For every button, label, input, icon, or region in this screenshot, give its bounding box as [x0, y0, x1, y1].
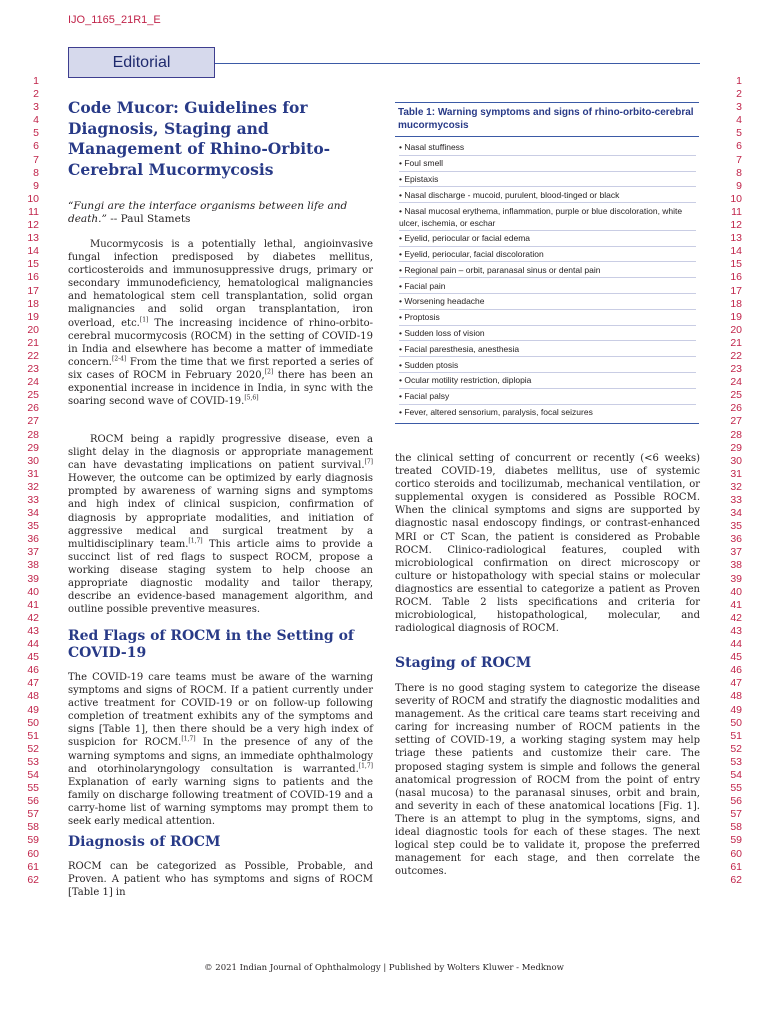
line-number: 11 — [28, 205, 39, 218]
line-number: 30 — [730, 454, 742, 467]
line-number: 58 — [730, 821, 742, 834]
line-number: 25 — [27, 389, 39, 402]
line-number: 60 — [27, 847, 39, 860]
table-1-item: • Facial paresthesia, anesthesia — [399, 341, 696, 357]
line-number: 34 — [730, 507, 742, 520]
line-number: 51 — [730, 729, 742, 742]
line-number: 43 — [27, 624, 39, 637]
line-number: 49 — [27, 703, 39, 716]
line-number: 62 — [27, 873, 39, 886]
line-number: 59 — [27, 834, 39, 847]
line-numbers-right — [728, 75, 742, 887]
line-number: 56 — [730, 795, 742, 808]
table-1-item: • Epistaxis — [399, 172, 696, 188]
table-1-item: • Sudden ptosis — [399, 357, 696, 373]
line-number: 42 — [730, 611, 742, 624]
line-number: 30 — [27, 454, 39, 467]
line-number: 40 — [730, 585, 742, 598]
line-number: 22 — [730, 349, 742, 362]
line-numbers-left — [25, 75, 39, 887]
line-number: 4 — [736, 114, 742, 127]
line-number: 31 — [27, 467, 39, 480]
line-number: 33 — [27, 494, 39, 506]
red-flags-heading: Red Flags of ROCM in the Setting of COVID-19 — [68, 628, 354, 661]
staging-paragraph: There is no good staging system to categorize the disease severity of ROCM and stratify the diagnostic modalities and management. As the critical care teams start receiving and caring for increasing number of ROCM patients in the setting of COVID-19, a working staging system may help triage these patients and customize their care. The proposed staging system is simple and follows the general anatomical progression of ROCM from the point of entry (nasal mucosa) to the paranasal sinuses, orbit and brain, and severity in each of these anatomical locations [Fig. 1]. There is an attempt to plug in the symptoms, signs, and ideal diagnostic tools for each of these stages. The next logical step could be to validate it, propose the preferred management for each stage, and then correlate the outcomes. — [395, 683, 700, 878]
epigraph — [68, 200, 373, 227]
line-number: 45 — [730, 651, 742, 664]
line-number: 29 — [730, 441, 742, 454]
table-1-item: • Ocular motility restriction, diplopia — [399, 373, 696, 389]
line-number: 10 — [27, 192, 39, 205]
line-number: 9 — [33, 179, 39, 192]
line-number: 5 — [33, 127, 39, 140]
line-number: 47 — [27, 677, 39, 690]
table-1-item: • Eyelid, periocular or facial edema — [399, 231, 696, 247]
citation: [7] — [364, 458, 373, 466]
line-number: 47 — [730, 677, 742, 690]
line-number: 37 — [730, 546, 742, 559]
line-number: 36 — [730, 533, 742, 546]
intro-paragraph-1: Mucormycosis is a potentially lethal, angioinvasive fungal infection predisposed by diabetes mellitus, corticosteroids and immunosuppressive drugs, primary or secondary immunodeficiency, hematological malignancies and hematological stem cell transplantation, solid organ malignancies and solid organ transplantation, iron overload, etc.[1] The increasing incidence of rhino-orbito-cerebral mucormycosis (ROCM) in the setting of COVID-19 in India and elsewhere has become a matter of immediate concern.[2-4] From the time that we first reported a series of six cases of ROCM in February 2020,[2] there has been an exponential increase in incidence in India, in sync with the soaring second wave of COVID-19.[5,6] — [68, 239, 374, 408]
citation: [1,7] — [181, 736, 196, 744]
line-number: 28 — [730, 428, 742, 441]
line-number: 8 — [736, 166, 742, 179]
line-number: 39 — [730, 572, 742, 585]
line-number: 10 — [730, 192, 742, 205]
line-number: 38 — [730, 559, 742, 572]
line-number: 37 — [27, 546, 39, 559]
line-number: 13 — [730, 232, 742, 245]
manuscript-id: IJO_1165_21R1_E — [68, 14, 161, 26]
line-number: 22 — [27, 349, 39, 362]
table-1-item: • Proptosis — [399, 310, 696, 326]
article-title: Code Mucor: Guidelines for Diagnosis, Staging and Management of Rhino-Orbito-Cerebral Mucormycosis — [68, 98, 331, 179]
line-number: 46 — [27, 664, 39, 677]
line-number: 38 — [27, 559, 39, 572]
line-number: 61 — [730, 860, 742, 873]
line-number: 13 — [27, 232, 39, 245]
table-1-item: • Nasal discharge - mucoid, purulent, blood-tinged or black — [399, 187, 696, 203]
page-footer: © 2021 Indian Journal of Ophthalmology | Published by Wolters Kluwer - Medknow — [204, 963, 564, 973]
line-number: 62 — [730, 873, 742, 886]
intro-paragraph-2: ROCM being a rapidly progressive disease, even a slight delay in the diagnosis or appropriate management can have devastating implications on patient survival.[7] However, the outcome can be optimized by early diagnosis prompted by awareness of warning signs and symptoms and high index of clinical suspicion, confirmation of diagnosis by appropriate modalities, and initiation of aggressive medical and surgical treatment by a multidisciplinary team.[1,7] This article aims to provide a succinct list of red flags to suspect ROCM, propose a working disease staging system to help choose an appropriate diagnostic modality and tailor therapy, describe an evidence-based management algorithm, and outline possible preventive measures. — [68, 434, 373, 616]
citation: [2] — [264, 368, 274, 376]
line-number: 6 — [33, 140, 39, 153]
line-number: 53 — [730, 755, 742, 768]
table-1-item: • Sudden loss of vision — [399, 326, 696, 342]
line-number: 33 — [730, 494, 742, 506]
citation: [1,7] — [188, 537, 203, 545]
citation: [1] — [139, 316, 149, 324]
citation: [2-4] — [111, 355, 127, 363]
line-number: 40 — [27, 585, 39, 598]
table-1-item: • Regional pain – orbit, paranasal sinus or dental pain — [399, 262, 696, 278]
red-flags-paragraph: The COVID-19 care teams must be aware of the warning symptoms and signs of ROCM. If a patient currently under active treatment for COVID-19 or on follow-up following completion of treatment exhibits any of the symptoms and signs [Table 1], then there should be a very high index of suspicion for ROCM.[1,7] In the presence of any of the warning symptoms and signs, an immediate ophthalmology and otorhinolaryngology consultation is warranted.[1,7] Explanation of early warning signs to patients and the family on discharge following treatment of COVID-19 and a carry-home list of warning symptoms may prompt them to seek early medical attention. — [68, 672, 373, 828]
line-number: 58 — [27, 821, 39, 834]
table-1-item: • Facial palsy — [399, 389, 696, 405]
line-number: 41 — [730, 598, 742, 611]
line-number: 31 — [730, 467, 742, 480]
line-number: 18 — [730, 297, 742, 310]
line-number: 57 — [27, 808, 39, 821]
line-number: 61 — [27, 860, 39, 873]
line-number: 51 — [27, 729, 39, 742]
line-number: 39 — [27, 572, 39, 585]
table-1-item: • Foul smell — [399, 156, 696, 172]
line-number: 54 — [27, 768, 39, 781]
line-number: 18 — [27, 297, 39, 310]
line-number: 42 — [27, 611, 39, 624]
line-number: 57 — [730, 808, 742, 821]
line-number: 60 — [730, 847, 742, 860]
line-number: 50 — [27, 716, 39, 729]
line-number: 29 — [27, 441, 39, 454]
table-1 — [395, 102, 699, 424]
header-rule — [215, 63, 700, 64]
line-number: 15 — [730, 258, 742, 271]
line-number: 12 — [730, 219, 742, 232]
table-1-item: • Eyelid, periocular, facial discoloration — [399, 247, 696, 263]
line-number: 34 — [27, 507, 39, 520]
line-number: 48 — [730, 690, 742, 703]
line-number: 53 — [27, 755, 39, 768]
line-number: 20 — [730, 323, 742, 336]
table-1-item: • Facial pain — [399, 278, 696, 294]
table-1-item: • Nasal stuffiness — [399, 140, 696, 156]
line-number: 46 — [730, 664, 742, 677]
epigraph-attribution: -- Paul Stamets — [106, 213, 191, 226]
line-number: 45 — [27, 651, 39, 664]
line-number: 15 — [27, 258, 39, 271]
line-number: 43 — [730, 624, 742, 637]
epigraph-quote: “Fungi are the interface organisms between life and death.” — [68, 200, 348, 226]
diagnosis-heading: Diagnosis of ROCM — [68, 834, 221, 850]
line-number: 3 — [33, 101, 39, 114]
line-number: 27 — [730, 415, 742, 428]
line-number: 36 — [27, 533, 39, 546]
staging-heading: Staging of ROCM — [395, 655, 532, 671]
line-number: 8 — [33, 166, 39, 179]
line-number: 11 — [731, 205, 742, 218]
line-number: 35 — [730, 520, 742, 533]
line-number: 16 — [730, 271, 742, 284]
line-number: 21 — [27, 336, 39, 349]
line-number: 21 — [730, 336, 742, 349]
line-number: 2 — [736, 88, 742, 101]
line-number: 1 — [33, 75, 39, 87]
line-number: 23 — [27, 363, 39, 376]
line-number: 23 — [730, 363, 742, 376]
line-number: 16 — [27, 271, 39, 284]
table-1-list — [395, 137, 699, 423]
line-number: 52 — [730, 742, 742, 755]
line-number: 44 — [730, 638, 742, 651]
diagnosis-paragraph-left: ROCM can be categorized as Possible, Probable, and Proven. A patient who has symptoms and signs of ROCM [Table 1] in — [68, 861, 373, 899]
table-1-item: • Worsening headache — [399, 294, 696, 310]
line-number: 20 — [27, 323, 39, 336]
table-1-title: Table 1: Warning symptoms and signs of rhino-orbito-cerebral mucormycosis — [395, 103, 699, 137]
line-number: 12 — [27, 219, 39, 232]
line-number: 41 — [27, 598, 39, 611]
section-label: Editorial — [68, 47, 215, 78]
line-number: 44 — [27, 638, 39, 651]
line-number: 27 — [27, 415, 39, 428]
table-1-item: • Nasal mucosal erythema, inflammation, purple or blue discoloration, white ulcer, ischemia, or eschar — [399, 203, 696, 231]
line-number: 19 — [27, 310, 39, 323]
line-number: 9 — [736, 179, 742, 192]
line-number: 2 — [33, 88, 39, 101]
line-number: 24 — [730, 376, 742, 389]
line-number: 55 — [27, 782, 39, 795]
line-number: 55 — [730, 782, 742, 795]
line-number: 7 — [33, 153, 39, 166]
line-number: 6 — [736, 140, 742, 153]
line-number: 25 — [730, 389, 742, 402]
line-number: 56 — [27, 795, 39, 808]
line-number: 3 — [736, 101, 742, 114]
line-number: 26 — [27, 402, 39, 415]
line-number: 48 — [27, 690, 39, 703]
line-number: 24 — [27, 376, 39, 389]
line-number: 5 — [736, 127, 742, 140]
line-number: 17 — [27, 284, 39, 297]
line-number: 50 — [730, 716, 742, 729]
citation: [1,7] — [358, 762, 373, 770]
line-number: 17 — [730, 284, 742, 297]
line-number: 52 — [27, 742, 39, 755]
line-number: 59 — [730, 834, 742, 847]
line-number: 54 — [730, 768, 742, 781]
diagnosis-paragraph-right: the clinical setting of concurrent or recently (<6 weeks) treated COVID-19, diabetes mellitus, use of systemic cortico steroids and tocilizumab, mechanical ventilation, or supplemental oxygen is considered as Possible ROCM. When the clinical symptoms and signs are supported by diagnostic nasal endoscopy findings, or contrast-enhanced MRI or CT Scan, the patient is considered as Probable ROCM. Clinico-radiological features, coupled with microbiological confirmation on direct microscopy or culture or histopathology with special stains or molecular diagnostics are essential to categorize a patient as Proven ROCM. Table 2 lists specifications and criteria for microbiological, histopathological, molecular, and radiological diagnosis of ROCM. — [395, 453, 700, 635]
line-number: 1 — [736, 75, 742, 87]
line-number: 19 — [730, 310, 742, 323]
line-number: 14 — [27, 245, 39, 258]
citation: [5,6] — [244, 394, 259, 402]
table-1-item: • Fever, altered sensorium, paralysis, focal seizures — [399, 406, 593, 417]
line-number: 49 — [730, 703, 742, 716]
line-number: 32 — [730, 480, 742, 493]
line-number: 28 — [27, 428, 39, 441]
line-number: 35 — [27, 520, 39, 533]
line-number: 14 — [730, 245, 742, 258]
line-number: 26 — [730, 402, 742, 415]
line-number: 7 — [736, 153, 742, 166]
line-number: 4 — [33, 114, 39, 127]
line-number: 32 — [27, 480, 39, 493]
